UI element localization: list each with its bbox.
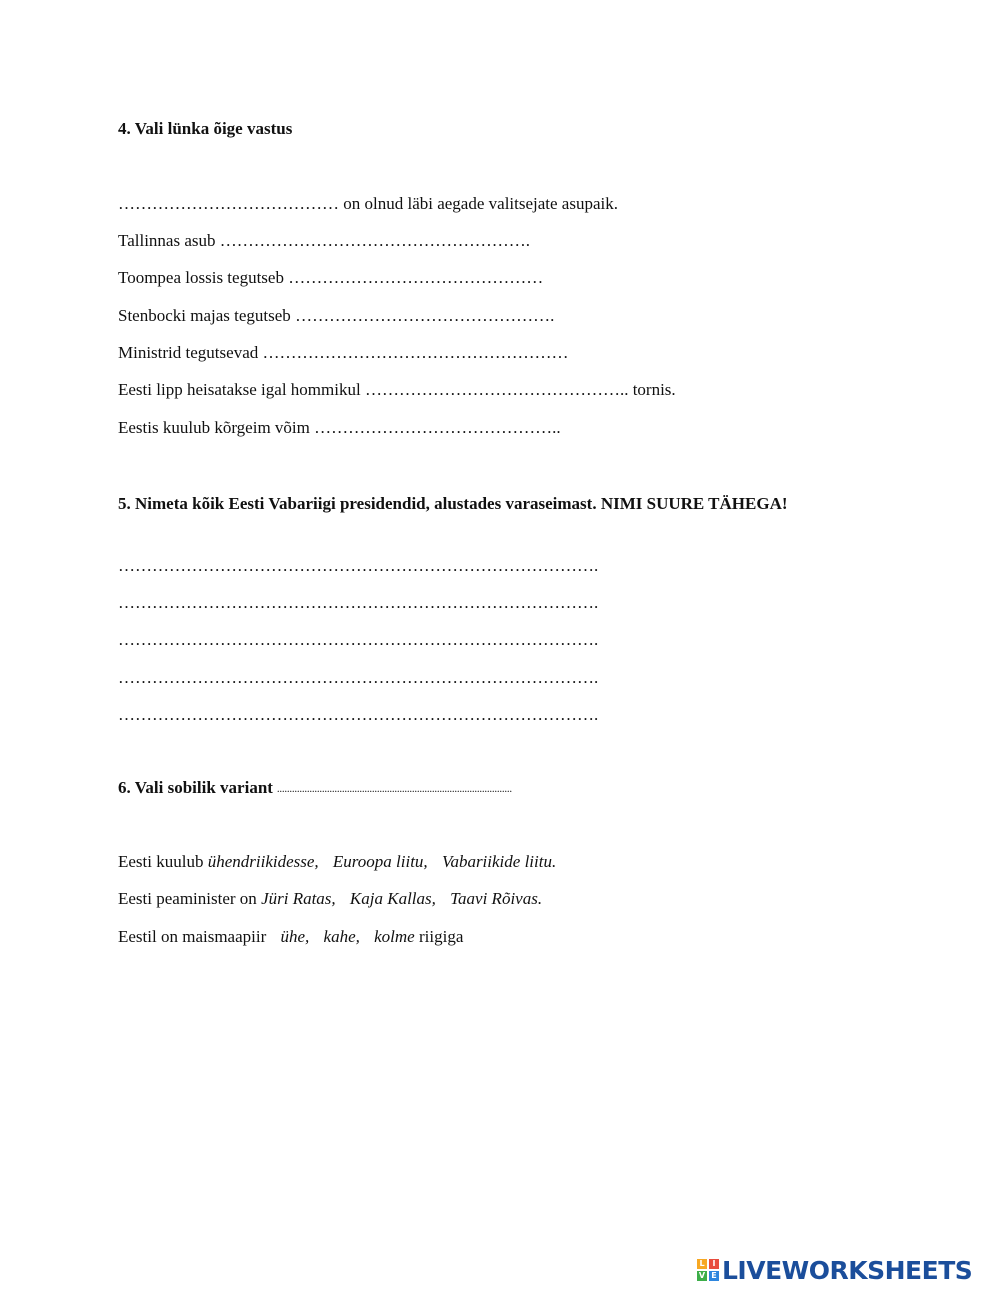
fill-blank-7[interactable]: ……………………………………..	[314, 418, 561, 437]
choice-3-option-1[interactable]: ühe,	[280, 927, 310, 946]
section-6-title-dots: ..............................................................................................	[277, 785, 513, 794]
choice-prompt-3: Eestil on maismaapiir	[118, 927, 271, 946]
choice-suffix-3: riigiga	[414, 927, 464, 946]
fill-line-1-after: on olnud läbi aegade valitsejate asupaik.	[343, 194, 618, 213]
section-5-title: 5. Nimeta kõik Eesti Vabariigi presidendid, alustades varaseimast. NIMI SUURE TÄHEGA!	[118, 494, 788, 513]
section-6-title	[118, 778, 512, 798]
logo-text: LIVEWORKSHEETS	[722, 1255, 973, 1285]
choice-2-option-2[interactable]: Kaja Kallas,	[349, 889, 436, 908]
choice-prompt-1: Eesti kuulub	[118, 852, 208, 871]
fill-line-5	[118, 343, 568, 363]
logo-tile-i: I	[709, 1259, 719, 1269]
logo-tile-e: E	[709, 1271, 719, 1281]
choice-question-2	[118, 889, 542, 909]
president-answer-2[interactable]: ………………………………………………………………………….	[118, 593, 599, 612]
logo-tile-v: V	[698, 1271, 706, 1280]
choice-prompt-2: Eesti peaminister on	[118, 889, 262, 908]
fill-line-1	[118, 194, 618, 214]
fill-blank-2[interactable]: ……………………………………………….	[219, 231, 530, 250]
fill-blank-5[interactable]: ………………………………………………	[262, 343, 569, 362]
fill-line-6-after: tornis.	[632, 380, 676, 399]
fill-line-2-before: Tallinnas asub	[118, 231, 220, 250]
president-answer-4[interactable]: ………………………………………………………………………….	[118, 668, 599, 687]
choice-question-3	[118, 927, 463, 947]
fill-line-2	[118, 231, 530, 251]
fill-line-3	[118, 268, 543, 288]
president-answer-5[interactable]: ………………………………………………………………………….	[118, 705, 599, 724]
choice-1-option-2[interactable]: Euroopa liitu,	[332, 852, 428, 871]
president-answer-1[interactable]: ………………………………………………………………………….	[118, 556, 599, 575]
fill-line-6	[118, 380, 676, 400]
liveworksheets-logo	[697, 1254, 972, 1286]
fill-blank-6[interactable]: ………………………………………..	[364, 380, 633, 399]
fill-line-4	[118, 306, 554, 326]
logo-tiles-icon	[697, 1259, 719, 1281]
section-6-title-text: 6. Vali sobilik variant	[118, 778, 278, 797]
choice-question-1	[118, 852, 556, 872]
fill-line-5-before: Ministrid tegutsevad	[118, 343, 263, 362]
fill-line-7	[118, 418, 561, 438]
fill-blank-4[interactable]: ……………………………………….	[295, 306, 555, 325]
fill-blank-3[interactable]: ………………………………………	[288, 268, 544, 287]
president-answer-3[interactable]: ………………………………………………………………………….	[118, 630, 599, 649]
fill-line-4-before: Stenbocki majas tegutseb	[118, 306, 296, 325]
choice-3-option-3[interactable]: kolme	[374, 927, 415, 946]
section-4-title: 4. Vali lünka õige vastus	[118, 119, 293, 138]
fill-line-3-before: Toompea lossis tegutseb	[118, 268, 289, 287]
choice-3-option-2[interactable]: kahe,	[323, 927, 360, 946]
fill-line-6-before: Eesti lipp heisatakse igal hommikul	[118, 380, 365, 399]
fill-line-7-before: Eestis kuulub kõrgeim võim	[118, 418, 315, 437]
choice-2-option-3[interactable]: Taavi Rõivas.	[450, 889, 543, 908]
choice-1-option-1[interactable]: ühendriikidesse,	[207, 852, 319, 871]
choice-2-option-1[interactable]: Jüri Ratas,	[261, 889, 336, 908]
fill-blank-1[interactable]: …………………………………	[118, 194, 344, 213]
choice-1-option-3[interactable]: Vabariikide liitu.	[441, 852, 557, 871]
logo-tile-l: L	[697, 1259, 707, 1269]
